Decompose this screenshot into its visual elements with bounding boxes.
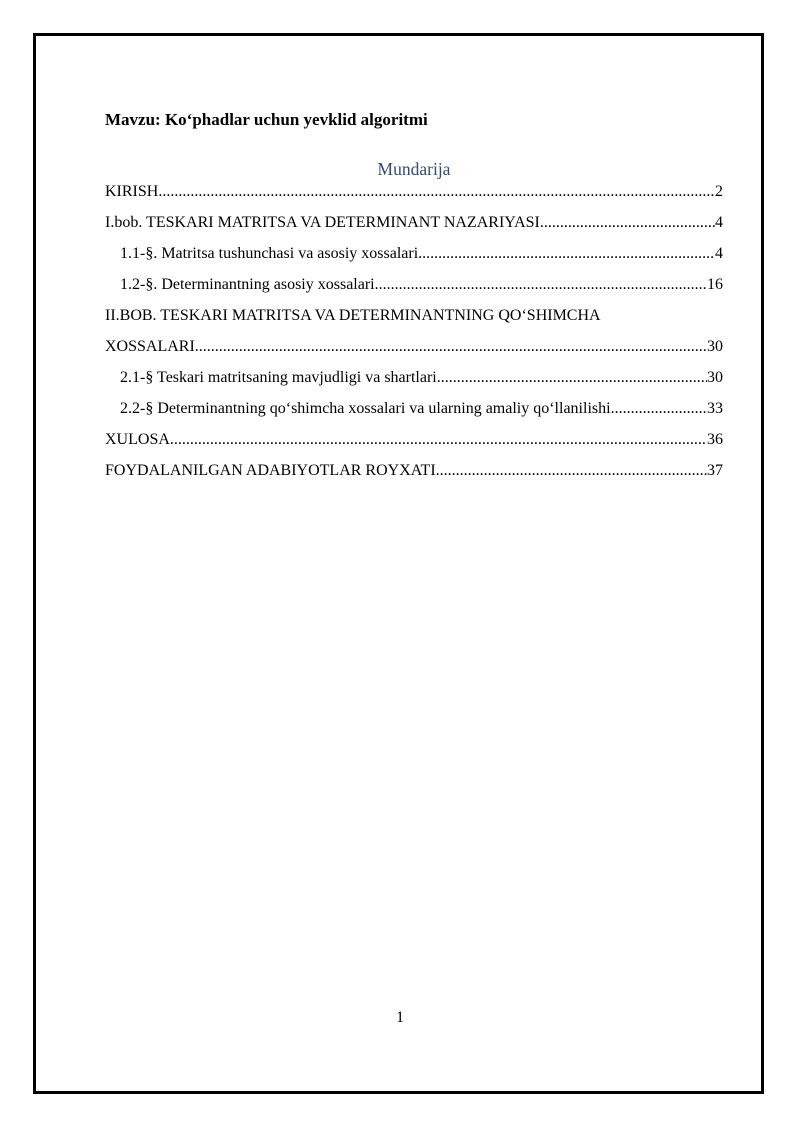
toc-entry-page: 37 xyxy=(707,462,723,479)
toc-dot-leader xyxy=(437,367,707,388)
toc-entry-section-2-1[interactable] xyxy=(105,367,723,388)
toc-entry-xulosa[interactable] xyxy=(105,429,723,450)
toc-dot-leader xyxy=(158,181,715,202)
toc-entry-label: XULOSA xyxy=(105,431,170,448)
toc-entry-page: 30 xyxy=(707,338,723,355)
page-number: 1 xyxy=(396,1009,404,1026)
toc-dot-leader xyxy=(195,336,707,357)
toc-entry-label-line2: XOSSALARI xyxy=(105,338,195,355)
toc-heading: Mundarija xyxy=(377,159,451,179)
toc-dot-leader xyxy=(611,398,707,419)
toc-entry-chapter-1[interactable] xyxy=(105,212,723,233)
toc-entry-chapter-2[interactable] xyxy=(105,305,723,357)
toc-dot-leader xyxy=(418,243,715,264)
toc-entry-label: 2.2-§ Determinantning qo‘shimcha xossalari va ularning amaliy qo‘llanilishi xyxy=(120,400,611,417)
toc-entry-page: 33 xyxy=(707,400,723,417)
toc-entry-label: FOYDALANILGAN ADABIYOTLAR ROYXATI xyxy=(105,462,436,479)
toc-entry-label: I.bob. TESKARI MATRITSA VA DETERMINANT NAZARIYASI xyxy=(105,214,540,231)
document-topic: Mavzu: Ko‘phadlar uchun yevklid algoritmi xyxy=(105,110,428,129)
toc-entry-page: 2 xyxy=(715,183,723,200)
toc-dot-leader xyxy=(170,429,707,450)
toc-entry-section-1-1[interactable] xyxy=(105,243,723,264)
toc-entry-label: KIRISH xyxy=(105,183,159,200)
toc-entry-page: 36 xyxy=(707,431,723,448)
toc-entry-page: 4 xyxy=(715,245,723,262)
toc-entry-kirish[interactable] xyxy=(105,181,723,202)
toc-entry-page: 30 xyxy=(707,369,723,386)
toc-entry-page: 16 xyxy=(707,276,723,293)
table-of-contents xyxy=(105,181,723,491)
toc-entry-label-line1: II.BOB. TESKARI MATRITSA VA DETERMINANTNING QO‘SHIMCHA xyxy=(105,307,601,324)
toc-entry-section-2-2[interactable] xyxy=(105,398,723,419)
toc-dot-leader xyxy=(436,460,707,481)
toc-entry-label: 2.1-§ Teskari matritsaning mavjudligi va shartlari xyxy=(120,369,437,386)
toc-dot-leader xyxy=(540,212,715,233)
toc-dot-leader xyxy=(375,274,707,295)
toc-entry-label: 1.2-§. Determinantning asosiy xossalari xyxy=(120,276,375,293)
toc-entry-label: 1.1-§. Matritsa tushunchasi va asosiy xossalari xyxy=(120,245,419,262)
toc-entry-references[interactable] xyxy=(105,460,723,481)
toc-entry-page: 4 xyxy=(715,214,723,231)
toc-entry-section-1-2[interactable] xyxy=(105,274,723,295)
